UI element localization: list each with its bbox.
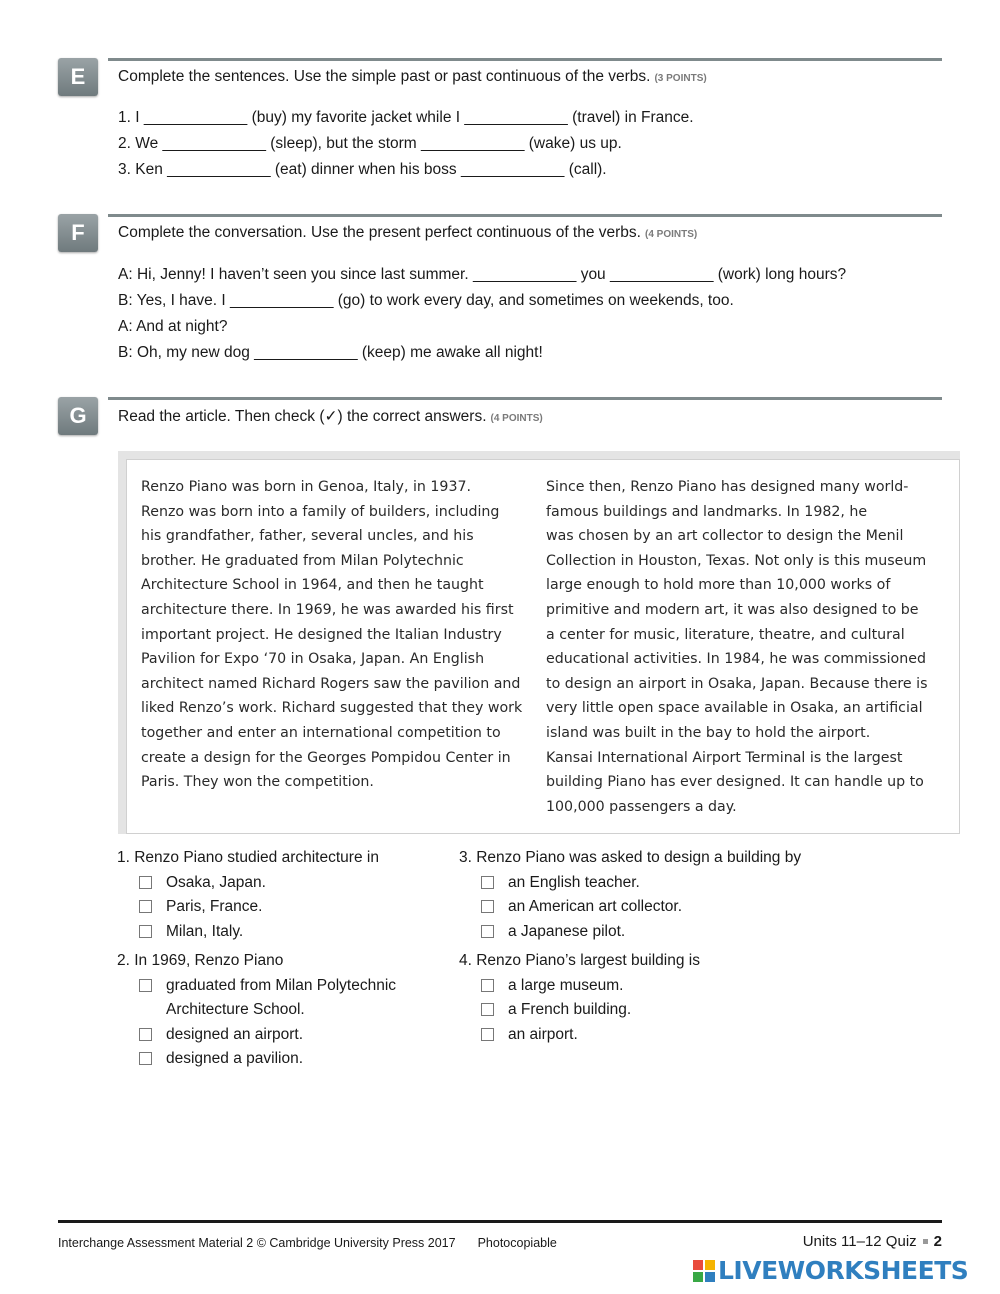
answer-option[interactable] xyxy=(117,1023,396,1048)
checkbox[interactable] xyxy=(481,1028,494,1041)
photocopiable-text: Photocopiable xyxy=(477,1236,557,1250)
article-line: brother. He graduated from Milan Polytechnic xyxy=(141,552,464,569)
article-line: Renzo Piano was born in Genoa, Italy, in 1937. xyxy=(141,479,472,495)
exercise-line: 1. I ____________ (buy) my favorite jacket while I ____________ (travel) in France. xyxy=(118,109,694,126)
article-line: to design an airport in Osaka, Japan. Because there is xyxy=(546,675,928,692)
option-label: an American art collector. xyxy=(508,898,683,915)
section-e-badge: E xyxy=(58,58,98,96)
option-label: Architecture School. xyxy=(166,1001,305,1018)
checkbox[interactable] xyxy=(139,925,152,938)
article-panel xyxy=(126,459,960,834)
exercise-line: 3. Ken ____________ (eat) dinner when his boss ____________ (call). xyxy=(118,161,607,178)
article-line: Since then, Renzo Piano has designed many world- xyxy=(546,479,909,495)
article-line: island was built in the bay to hold the airport. xyxy=(546,724,871,741)
question-stem: 3. Renzo Piano was asked to design a building by xyxy=(459,849,802,866)
option-label: designed a pavilion. xyxy=(166,1050,304,1067)
exercise-line: 2. We ____________ (sleep), but the storm ____________ (wake) us up. xyxy=(118,135,622,152)
copyright-text: Interchange Assessment Material 2 © Cambridge University Press 2017 xyxy=(58,1236,456,1250)
section-e-lines xyxy=(118,105,694,183)
instruction-text: Complete the conversation. Use the present perfect continuous of the verbs. xyxy=(118,224,641,241)
points-label: (3 POINTS) xyxy=(654,73,707,84)
option-label: Milan, Italy. xyxy=(166,922,244,940)
instruction-text: Complete the sentences. Use the simple past or past continuous of the verbs. xyxy=(118,68,651,85)
question-4 xyxy=(459,949,700,1047)
answer-option[interactable] xyxy=(459,920,801,945)
section-g xyxy=(58,397,942,442)
question-3 xyxy=(459,846,801,944)
question-stem: 4. Renzo Piano’s largest building is xyxy=(459,952,700,969)
liveworksheets-logo[interactable] xyxy=(693,1256,968,1285)
option-label: designed an airport. xyxy=(166,1025,304,1043)
option-label: Paris, France. xyxy=(166,898,263,915)
checkbox[interactable] xyxy=(139,900,152,913)
section-f-badge: F xyxy=(58,214,98,252)
article-line: educational activities. In 1984, he was commissioned xyxy=(546,651,926,668)
answer-option[interactable] xyxy=(459,974,700,999)
section-f-rule xyxy=(108,214,942,217)
section-g-rule xyxy=(108,397,942,400)
footer-copyright xyxy=(58,1236,557,1250)
checkbox[interactable] xyxy=(481,925,494,938)
article-line: primitive and modern art, it was also designed to be xyxy=(546,601,919,618)
article-line: liked Renzo’s work. Richard suggested that they work xyxy=(141,700,523,717)
footer-quiz-label xyxy=(803,1233,942,1250)
article-line: large enough to hold more than 10,000 works of xyxy=(546,577,891,594)
conversation-line: B: Oh, my new dog ____________ (keep) me awake all night! xyxy=(118,344,543,361)
article-line: Collection in Houston, Texas. Not only is this museum xyxy=(546,552,927,569)
answer-option[interactable] xyxy=(459,998,700,1023)
article-line: Paris. They won the competition. xyxy=(141,774,374,791)
checkbox[interactable] xyxy=(139,1052,152,1065)
option-label: a French building. xyxy=(508,1001,632,1018)
answer-option-continuation xyxy=(117,998,396,1023)
section-f-lines xyxy=(118,262,846,366)
checkbox[interactable] xyxy=(481,900,494,913)
question-2 xyxy=(117,949,396,1072)
question-stem: 2. In 1969, Renzo Piano xyxy=(117,952,284,969)
question-1 xyxy=(117,846,379,944)
article-line: Renzo was born into a family of builders, including xyxy=(141,503,500,520)
article-line: together and enter an international competition to xyxy=(141,724,501,741)
article-column-left xyxy=(141,475,521,795)
points-label: (4 POINTS) xyxy=(490,413,543,424)
section-g-instruction xyxy=(118,407,543,426)
separator-dot xyxy=(923,1239,928,1244)
article-line: Pavilion for Expo ‘70 in Osaka, Japan. An English xyxy=(141,651,485,668)
article-line: a center for music, literature, theatre, and cultural xyxy=(546,626,905,643)
article-line: create a design for the Georges Pompidou Center in xyxy=(141,749,511,766)
option-label: an airport. xyxy=(508,1025,578,1043)
article-box xyxy=(118,451,960,834)
section-f xyxy=(58,214,942,374)
option-label: an English teacher. xyxy=(508,873,640,891)
article-line: his grandfather, father, several uncles, and his xyxy=(141,528,474,545)
answer-option[interactable] xyxy=(117,1047,396,1072)
article-line: was chosen by an art collector to design the Menil xyxy=(546,528,904,545)
option-label: a large museum. xyxy=(508,976,624,994)
points-label: (4 POINTS) xyxy=(645,229,698,240)
article-column-right xyxy=(546,475,946,819)
checkbox[interactable] xyxy=(481,1003,494,1016)
conversation-line: B: Yes, I have. I ____________ (go) to work every day, and sometimes on weekends, too. xyxy=(118,292,734,309)
checkbox[interactable] xyxy=(139,1028,152,1041)
article-line: building Piano has ever designed. It can handle up to xyxy=(546,774,924,791)
brand-text: LIVEWORKSHEETS xyxy=(718,1256,969,1285)
question-stem: 1. Renzo Piano studied architecture in xyxy=(117,849,379,866)
conversation-line: A: Hi, Jenny! I haven’t seen you since last summer. ____________ you ____________ (work) long hours? xyxy=(118,266,847,283)
liveworksheets-icon xyxy=(693,1260,715,1282)
checkbox[interactable] xyxy=(139,876,152,889)
answer-option[interactable] xyxy=(459,1023,700,1048)
article-line: Kansai International Airport Terminal is the largest xyxy=(546,749,903,766)
checkbox[interactable] xyxy=(481,979,494,992)
checkbox[interactable] xyxy=(139,979,152,992)
quiz-title: Units 11–12 Quiz xyxy=(802,1233,917,1250)
answer-option[interactable] xyxy=(459,895,801,920)
answer-option[interactable] xyxy=(117,920,379,945)
article-line: architect named Richard Rogers saw the pavilion and xyxy=(141,675,521,692)
page-number: 2 xyxy=(933,1233,942,1250)
option-label: a Japanese pilot. xyxy=(508,922,626,940)
section-e-rule xyxy=(108,58,942,61)
section-e xyxy=(58,58,942,188)
section-f-instruction xyxy=(118,224,697,242)
article-line: important project. He designed the Italian Industry xyxy=(141,626,502,643)
section-e-instruction xyxy=(118,68,707,86)
answer-option[interactable] xyxy=(117,974,396,999)
option-label: graduated from Milan Polytechnic xyxy=(166,976,397,994)
conversation-line: A: And at night? xyxy=(118,318,228,335)
checkbox[interactable] xyxy=(481,876,494,889)
answer-option[interactable] xyxy=(117,871,379,896)
article-line: architecture there. In 1969, he was awarded his first xyxy=(141,601,514,618)
section-g-badge: G xyxy=(58,397,98,435)
answer-option[interactable] xyxy=(459,871,801,896)
article-line: very little open space available in Osaka, an artificial xyxy=(546,700,923,717)
article-line: Architecture School in 1964, and then he taught xyxy=(141,577,484,594)
article-line: 100,000 passengers a day. xyxy=(546,798,737,815)
footer-rule xyxy=(58,1220,942,1223)
article-line: famous buildings and landmarks. In 1982, he xyxy=(546,503,868,520)
answer-option[interactable] xyxy=(117,895,379,920)
option-label: Osaka, Japan. xyxy=(166,873,266,891)
instruction-text: Read the article. Then check (✓) the correct answers. xyxy=(118,408,487,425)
